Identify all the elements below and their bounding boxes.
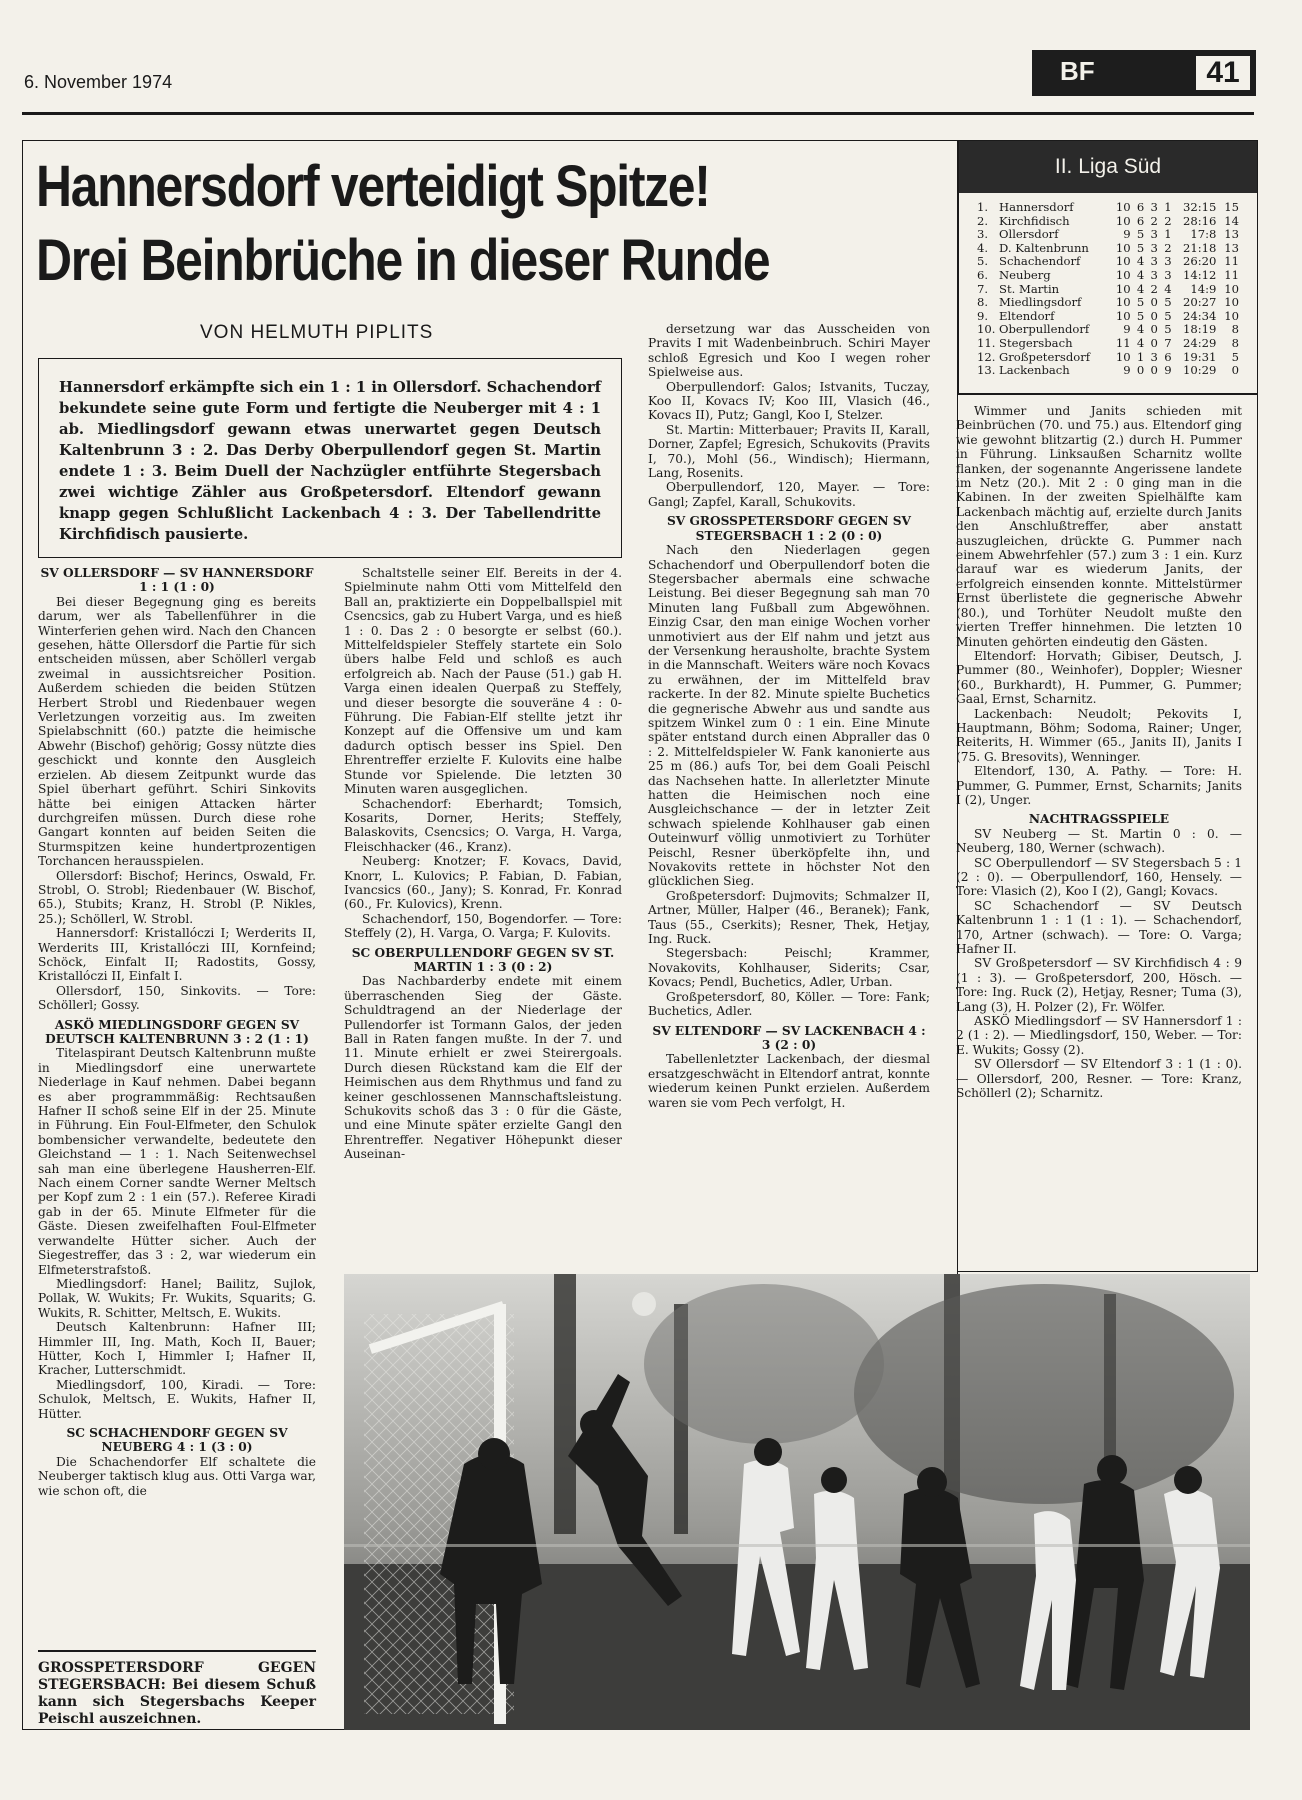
makeup-game-result: SV Großpetersdorf — SV Kirchfidisch 4 : 9 (1 : 3). — Großpetersdorf, 200, Hösch. — Tore: Ing. Ruck (2), Hetjay, Resner; Tuma (3), Lang (3), H. Polzer (2), Fr. Wölfer. [956,956,1242,1014]
headline-line-1: Hannersdorf verteidigt Spitze! [36,154,710,219]
article-column-4 [956,404,1242,1101]
table-cell: 24:29 [1183,335,1217,350]
table-cell: 14:12 [1183,267,1217,282]
table-cell: 0 [1150,363,1158,378]
table-cell: 2 [1164,213,1172,228]
league-table-row [977,296,1239,310]
lead-box: Hannersdorf erkämpfte sich ein 1 : 1 in Ollersdorf. Schachendorf bekundete seine gute Form und fertigte die Neuberger mit 4 : 1 ab. Miedlingsdorf gewann etwas unerwartet gegen Deutsch Kaltenbrunn 3 : 2. Das Derby Oberpullendorf gegen St. Martin endete 1 : 3. Beim Duell der Nachzügler entführte Stegersbach zwei wichtige Zähler aus Großpetersdorf. Eltendorf gewann knapp gegen Schlußlicht Lackenbach 4 : 3. Der Tabellendritte Kirchfidisch pausierte. [38,358,622,558]
lineup: Neuberg: Knotzer; F. Kovacs, David, Knorr, L. Kulovics; P. Fabian, D. Fabian, Ivancsics (60., Jany); S. Konrad, Fr. Konrad (60., Fr. Kulovics), Krenn. [344,854,622,912]
makeup-game-result: SV Neuberg — St. Martin 0 : 0. — Neuberg, 180, Werner (schwach). [956,826,1242,856]
paragraph: Tabellenletzter Lackenbach, der diesmal ersatzgeschwächt in Eltendorf antrat, konnte wiederum keinen Punkt erzielen. Außerdem waren sie vom Pech verfolgt, H. [648,1052,930,1110]
headline-line-2: Drei Beinbrüche in dieser Runde [36,228,770,293]
table-cell: 10 [1224,308,1239,323]
paragraph: Bei dieser Begegnung ging es bereits darum, wer als Tabellenführer in die Winterferien gehen wird. Nach den Chancen gesehen, hätte Ollersdorf die Partie für sich entscheiden müssen, aber Schöllerl vergab zweimal in aussichtsreicher Position. Außerdem schieden die beiden Stützen Herbert Strobl und Riedenbauer wegen Verletzungen vorzeitig aus. Im zweiten Spielabschnitt (60.) patzte die heimische Abwehr (Bischof) gehörig; Gossy nützte dies geschickt und konnte den Ausgleich erzielen. Ab diesem Zeitpunkt wurde das Spiel überhart geführt. Schiri Sinkovits hätte bei einigen Attacken härter durchgreifen müssen. Durch diese rohe Gangart konnten auf beiden Seiten die Sturmspitzen keine hundertprozentigen Torchancen herausspielen. [38,594,316,869]
table-cell: 5 [1164,322,1172,337]
table-cell: 7. [977,281,989,296]
table-cell: 1. [977,200,989,214]
table-cell: 3 [1150,349,1158,364]
table-cell: 0 [1136,363,1145,378]
lineup: Stegersbach: Peischl; Krammer, Novakovits, Kohlhauser, Siderits; Csar, Kovacs; Pendl, Buchetics, Adler, Urban. [648,946,930,990]
table-cell: 8 [1231,335,1239,350]
table-cell: 24:34 [1183,308,1217,323]
table-cell: 3 [1150,267,1158,282]
table-cell: 0 [1150,295,1158,310]
table-cell: 14 [1224,213,1239,228]
lineup: Deutsch Kaltenbrunn: Hafner III; Himmler III, Ing. Math, Koch II, Bauer; Hütter, Koch I, Himmler I; Hafner II, Kracher, Lutterschmidt. [38,1320,316,1378]
table-cell: 9. [977,308,989,323]
table-cell: 26:20 [1183,254,1217,269]
table-cell: 10. [977,322,996,337]
table-cell: 18:19 [1183,322,1217,337]
table-cell: 6. [977,267,989,282]
league-table-row [977,310,1239,324]
makeup-game-result: SC Oberpullendorf — SV Stegersbach 5 : 1 (2 : 0). — Oberpullendorf, 160, Hensely. — Tore: Vlasich (2), Koo I (2), Gangl; Kovacs. [956,855,1242,899]
team-name: Oberpullendorf [999,322,1090,337]
table-cell: 9 [1123,363,1131,378]
lineup: Ollersdorf: Bischof; Herincs, Oswald, Fr. Strobl, O. Strobl; Riedenbauer (W. Bischof, 65.), Stubits; Kranz, H. Strobl (P. Nikles, 25.); Schöllerl, W. Strobl. [38,868,316,926]
match-summary: Oberpullendorf, 120, Mayer. — Tore: Gangl; Zapfel, Karall, Schukovits. [648,480,930,509]
league-table-row [977,364,1239,378]
table-cell: 10 [1224,281,1239,296]
table-cell: 6 [1136,213,1145,228]
table-cell: 20:27 [1183,295,1217,310]
table-cell: 3 [1164,267,1172,282]
table-cell: 6 [1164,349,1172,364]
table-cell: 1 [1136,349,1145,364]
table-cell: 32:15 [1183,200,1217,214]
table-cell: 11 [1224,267,1239,282]
table-cell: 5 [1164,308,1172,323]
table-cell: 2 [1164,240,1172,255]
match-summary: Großpetersdorf, 80, Köller. — Tore: Fank; Buchetics, Adler. [648,989,930,1019]
match-heading: SV OLLERSDORF — SV HANNERSDORF 1 : 1 (1 : 0) [40,566,314,595]
table-cell: 10 [1224,295,1239,310]
table-cell: 7 [1164,335,1172,350]
table-cell: 5. [977,254,989,269]
team-name: St. Martin [999,281,1060,296]
table-cell: 5 [1231,349,1239,364]
match-heading: SV GROSSPETERSDORF GEGEN SV STEGERSBACH 1 : 2 (0 : 0) [667,514,911,543]
table-cell: 4 [1164,281,1172,296]
makeup-game-result: SC Schachendorf — SV Deutsch Kaltenbrunn 1 : 1 (1 : 1). — Schachendorf, 170, Artner (schwach). — Tore: O. Varga; Hafner II. [956,898,1242,957]
table-cell: 28:16 [1183,213,1217,228]
table-cell: 4. [977,240,989,255]
headline [36,150,823,298]
table-cell: 3 [1150,227,1158,242]
table-cell: 1 [1164,227,1172,242]
league-table-row [977,283,1239,297]
team-name: Schachendorf [999,254,1081,269]
table-cell: 4 [1136,322,1145,337]
league-table-row [977,351,1239,365]
table-cell: 21:18 [1183,240,1217,255]
league-table-row [977,215,1239,229]
league-table-row [977,337,1239,351]
table-cell: 10 [1115,281,1131,296]
match-heading: SC SCHACHENDORF GEGEN SV NEUBERG 4 : 1 (3 : 0) [66,1425,288,1455]
league-table-row [977,323,1239,337]
table-cell: 3 [1150,200,1158,214]
table-cell: 4 [1136,335,1145,350]
issue-date: 6. November 1974 [24,72,173,92]
table-cell: 5 [1164,295,1172,310]
table-cell: 4 [1136,254,1145,269]
lineup: Hannersdorf: Kristallóczi I; Werderits II, Werderits III, Kristallóczi III, Kornfeind; Schöck, Einfalt II; Radostits, Gossy, Kristallóczi II, Einfalt I. [38,926,316,984]
table-cell: 10 [1115,308,1131,323]
paragraph: Nach den Niederlagen gegen Schachendorf und Oberpullendorf boten die Stegersbacher abermals eine schwache Leistung. Bei dieser Begegnung sah man 70 Minuten lang Fußball zum Abgewöhnen. Einzig Csar, den man einige Wochen vorher unmotiviert aus der Elf nahm und jetzt aus der Versenkung herausholte, brachte System in die Mannschaft. Weiters wäre noch Kovacs zu erwähnen, der im Mittelfeld brav rackerte. In der 82. Minute spielte Buchetics die gegnerische Abwehr aus und sandte aus spitzem Winkel zum 0 : 1 ein. Eine Minute später entstand durch einen Abpraller das 0 : 2. Mittelfeldspieler W. Fank kanonierte aus 25 m (86.) aufs Tor, bei dem Goali Peischl das Nachsehen hatte. In allerletzter Minute hatten die Heimischen noch eine Ausgleichschance — der in letzter Zeit schwach spielende Kohlhauser gab einen Outeinwurf völlig unmotiviert zu Torhüter Peischl, Resner überköpfelte ihn, und Novakovits rettete in höchster Not den glücklichen Sieg. [648,543,930,889]
match-photo [344,1274,1250,1730]
match-summary: Eltendorf, 130, A. Pathy. — Tore: H. Pummer, G. Pummer, Ernst, Scharnits; Janits I (2), Unger. [956,764,1242,807]
section-badge [1032,50,1256,96]
table-cell: 9 [1164,363,1172,378]
table-cell: 19:31 [1183,349,1217,364]
paragraph: Wimmer und Janits schieden mit Beinbrüchen (70. und 75.) aus. Eltendorf ging wie gewohnt blitzartig (2.) durch H. Pummer in Führung. Linksaußen Scharnitz wollte flanken, der sogenannte Angerissene landete im Netz (20.). Mit 2 : 0 ging man in die Kabinen. In der zweiten Spielhälfte kam Lackenbach mächtig auf, erzielte durch Janits den Anschlußtreffer, aber anstatt auszugleichen, drückte G. Pummer nach einem Abwehrfehler (57.) zum 3 : 1 ein. Kurz darauf war es wiederum Janits, der erfolgreich einsenden konnte. Mittelstürmer Ernst überlistete die gegnerische Abwehr (80.), und Torhüter Neudolt mußte den vierten Treffer hinnehmen. Die letzten 10 Minuten gehörten eindeutig den Gästen. [956,404,1242,649]
match-heading: SC OBERPULLENDORF GEGEN SV ST. MARTIN 1 : 3 (0 : 2) [351,945,615,974]
table-cell: 9 [1123,227,1131,242]
table-cell: 10 [1115,295,1131,310]
table-cell: 10 [1115,349,1131,364]
lineup: Schachendorf: Eberhardt; Tomsich, Kosarits, Dorner, Herits; Steffely, Balaskovits, Csencsics; O. Varga, H. Varga, Fleischhacker (46., Kranz). [344,796,622,854]
lineup: St. Martin: Mitterbauer; Pravits II, Karall, Dorner, Zapfel; Egresich, Schukovits (Pravits I, 70.), Mohl (56., Windisch); Hiermann, Lang, Rosenits. [648,422,930,481]
match-photo-illustration [344,1274,1250,1730]
league-table-title: II. Liga Süd [959,141,1257,193]
team-name: Großpetersdorf [999,349,1091,364]
table-cell: 10 [1115,240,1131,255]
table-cell: 2. [977,213,989,228]
table-cell: 5 [1136,308,1145,323]
makeup-game-result: ASKÖ Miedlingsdorf — SV Hannersdorf 1 : 2 (1 : 2). — Miedlingsdorf, 150, Weber. — Tor: E. Wukits; Gossy (2). [956,1014,1242,1057]
table-cell: 10 [1115,267,1131,282]
table-cell: 3. [977,227,989,242]
table-cell: 3 [1164,254,1172,269]
match-summary: Miedlingsdorf, 100, Kiradi. — Tore: Schulok, Meltsch, E. Wukits, Hafner II, Hütter. [38,1377,316,1421]
team-name: Eltendorf [999,308,1055,323]
table-cell: 11. [977,335,996,350]
section-heading-nachtragsspiele: NACHTRAGSSPIELE [1028,812,1170,827]
paragraph: Titelaspirant Deutsch Kaltenbrunn mußte in Miedlingsdorf eine unerwartete Niederlage in Kauf nehmen. Dabei begann es aber programmmäßig: Rechtsaußen Hafner II schoß seine Elf in der 25. Minute in Führung. Ein Foul-Elfmeter, den Schulok bombensicher verwandelte, bedeutete den Gleichstand — 1 : 1. Nach Seitenwechsel sah man eine überlegene Hausherren-Elf. Nach einem Corner sandte Werner Meltsch per Kopf zum 2 : 1 ein (57.). Referee Kiradi gab in der 65. Minute Elfmeter für die Gäste. Diesen zweifelhaften Foul-Elfmeter verwandelte Hütter sicher. Auch der Siegestreffer, das 3 : 2, war wiederum ein Elfmeterstrafstoß. [38,1046,316,1277]
lineup: Miedlingsdorf: Hanel; Bailitz, Sujlok, Pollak, W. Wukits; Fr. Wukits, Squarits; G. Wukits, R. Schitter, Meltsch, E. Wukits. [38,1276,316,1320]
table-cell: 0 [1150,322,1158,337]
header-rule [22,112,1254,115]
makeup-game-result: SV Ollersdorf — SV Eltendorf 3 : 1 (1 : 0). — Ollersdorf, 200, Resner. — Tore: Kranz, Schöllerl (2); Scharnitz. [956,1057,1242,1101]
match-summary: Ollersdorf, 150, Sinkovits. — Tore: Schöllerl; Gossy. [38,983,316,1013]
team-name: Hannersdorf [999,200,1074,214]
article-column-1 [38,566,316,1498]
lineup: Oberpullendorf: Galos; Istvanits, Tuczay, Koo II, Kovacs IV; Koo III, Vlasich (46., Kovacs II), Putz; Gangl, Koo I, Stelzer. [648,379,930,423]
table-cell: 2 [1150,213,1158,228]
table-cell: 3 [1150,254,1158,269]
table-cell: 0 [1150,308,1158,323]
table-cell: 17:8 [1190,227,1217,242]
team-name: Lackenbach [999,363,1070,378]
team-name: Kirchfidisch [999,213,1070,228]
table-cell: 1 [1164,200,1172,214]
table-cell: 0 [1150,335,1158,350]
table-cell: 9 [1123,322,1131,337]
match-summary: Schachendorf, 150, Bogendorfer. — Tore: Steffely (2), H. Varga, O. Varga; F. Kulovits. [344,911,622,941]
league-table-row [977,269,1239,283]
table-cell: 2 [1150,281,1158,296]
table-cell: 10 [1115,213,1131,228]
table-cell: 5 [1136,295,1145,310]
team-name: Miedlingsdorf [999,295,1082,310]
lineup: Lackenbach: Neudolt; Pekovits I, Hauptmann, Böhm; Sodoma, Rainer; Unger, Reiterits, H. Wimmer (65., Janits II), Janits I (75. G. Bresovits), Wenninger. [956,706,1242,764]
page-number: 41 [1194,54,1252,92]
table-cell: 4 [1136,267,1145,282]
table-cell: 14:9 [1190,281,1217,296]
match-heading: ASKÖ MIEDLINGSDORF GEGEN SV DEUTSCH KALTENBRUNN 3 : 2 (1 : 1) [45,1017,309,1046]
lineup: Großpetersdorf: Dujmovits; Schmalzer II, Artner, Müller, Halper (46., Beranek); Fank, Taus (55., Cserkits); Resner, Thek, Hetjay, Ing. Ruck. [648,888,930,947]
paragraph: Schaltstelle seiner Elf. Bereits in der 4. Spielminute nahm Otti vom Mittelfeld den Ball an, praktizierte ein Doppelballspiel mit Csencsics, gab zu Hubert Varga, und es hieß 1 : 0. Das 2 : 0 besorgte er selbst (60.). Mittelfeldspieler Steffely startete ein Solo übers halbe Feld und schloß es auch erfolgreich ab. Nach der Pause (51.) gab H. Varga einen idealen Querpaß zu Steffely, und dieser besorgte die souveräne 4 : 0-Führung. Die Fabian-Elf stellte jetzt ihr Konzept auf die Offensive um und kam dadurch optisch besser ins Spiel. Den Ehrentreffer erzielte F. Kulovits eine halbe Stunde vor Spielende. Die letzten 30 Minuten waren ausgeglichen. [344,566,622,797]
photo-caption: GROSSPETERSDORF GEGEN STEGERSBACH: Bei diesem Schuß kann sich Stegersbachs Keeper Peischl auszeichnen. [38,1650,316,1728]
table-cell: 0 [1231,363,1239,378]
table-cell: 4 [1136,281,1145,296]
article-column-2 [344,566,622,1162]
table-cell: 10:29 [1183,363,1217,378]
table-cell: 11 [1224,254,1239,269]
table-cell: 5 [1136,240,1145,255]
table-cell: 8. [977,295,989,310]
byline: VON HELMUTH PIPLITS [200,322,434,343]
table-cell: 6 [1136,200,1145,214]
team-name: D. Kaltenbrunn [999,240,1089,255]
league-table-row [977,255,1239,269]
table-cell: 13 [1224,240,1239,255]
match-heading: SV ELTENDORF — SV LACKENBACH 4 : 3 (2 : 0) [652,1023,926,1052]
paragraph: Das Nachbarderby endete mit einem überraschenden Sieg der Gäste. Schuldtragend an der Niederlage der Pullendorfer ist Tormann Galos, der jeden Ball in Raten fangen mußte. In der 7. und 11. Minute erhielt er zwei Steirergoals. Durch diesen Rückstand kam die Elf der Heimischen aus dem Rhythmus und fand zu keiner geschlossenen Mannschaftsleistung. Schukovits schoß das 3 : 0 für die Gäste, und eine Minute später erzielte Gangl den Ehrentreffer. Negativer Höhepunkt dieser Auseinan- [344,974,622,1162]
table-cell: 5 [1136,227,1145,242]
paragraph: dersetzung war das Ausscheiden von Pravits I mit Wadenbeinbruch. Schiri Mayer schloß Egresich und Koo I wegen roher Spielweise aus. [648,322,930,380]
table-cell: 10 [1115,254,1131,269]
table-cell: 3 [1150,240,1158,255]
article-column-3 [648,322,930,1110]
table-cell: 10 [1115,200,1131,214]
table-cell: 12. [977,349,996,364]
league-table-row [977,242,1239,256]
table-cell: 13 [1224,227,1239,242]
league-table-box [958,140,1258,394]
league-table-row [977,201,1239,215]
table-cell: 15 [1224,200,1239,214]
table-cell: 13. [977,363,996,378]
table-cell: 8 [1231,322,1239,337]
team-name: Stegersbach [999,335,1073,350]
lineup: Eltendorf: Horvath; Gibiser, Deutsch, J. Pummer (80., Weinhofer), Doppler; Wiesner (60., Burkhardt), H. Pummer, G. Pummer; Gaal, Ernst, Scharnitz. [956,648,1242,707]
league-table [977,201,1239,378]
team-name: Ollersdorf [999,227,1059,242]
table-cell: 11 [1115,335,1131,350]
section-label: BF [1060,56,1095,86]
team-name: Neuberg [999,267,1051,282]
league-table-row [977,228,1239,242]
paragraph: Die Schachendorfer Elf schaltete die Neuberger taktisch klug aus. Otti Varga war, wie schon oft, die [38,1454,316,1498]
